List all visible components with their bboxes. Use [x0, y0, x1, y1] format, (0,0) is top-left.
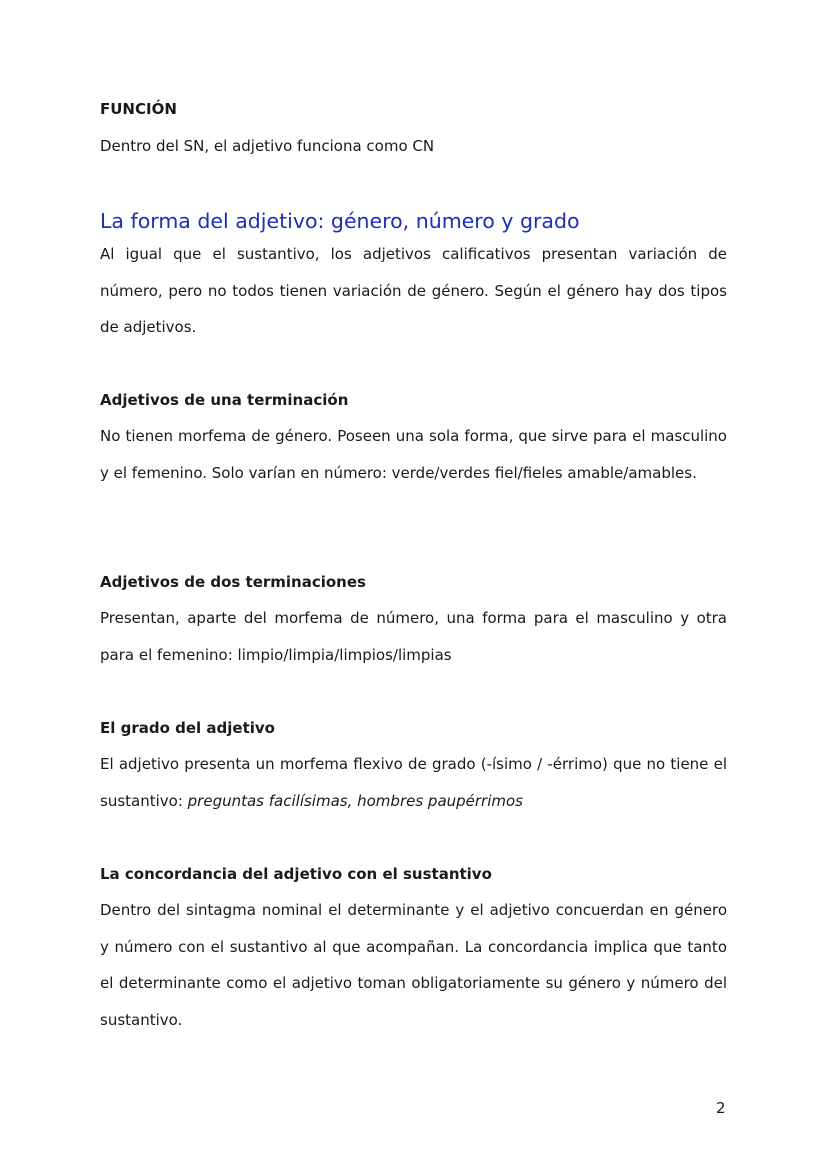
grado-text: El adjetivo presenta un morfema flexivo de grado (-ísimo / -érrimo) que no tiene el sustantivo: — [100, 755, 727, 810]
concordancia-heading: La concordancia del adjetivo con el sustantivo — [100, 865, 492, 883]
intro-paragraph: Al igual que el sustantivo, los adjetivos calificativos presentan variación de número, pero no todos tienen variación de género. Según el género hay dos tipos de adjetivos. — [100, 245, 727, 336]
funcion-heading: FUNCIÓN — [100, 100, 177, 118]
concordancia-text: Dentro del sintagma nominal el determinante y el adjetivo concuerdan en género y número con el sustantivo al que acompañan. La concordancia implica que tanto el determinante como el adjetivo toman obligatoriamente su género y número del sustantivo. — [100, 901, 727, 1029]
funcion-text: Dentro del SN, el adjetivo funciona como CN — [100, 137, 435, 155]
dos-terminaciones-text: Presentan, aparte del morfema de número, una forma para el masculino y otra para el femenino: limpio/limpia/limpios/limpias — [100, 609, 727, 664]
grado-examples: preguntas facilísimas, hombres paupérrimos — [187, 791, 523, 810]
dos-terminaciones-heading: Adjetivos de dos terminaciones — [100, 573, 366, 591]
grado-paragraph — [100, 746, 727, 819]
una-terminacion-heading: Adjetivos de una terminación — [100, 391, 349, 409]
una-terminacion-text: No tienen morfema de género. Poseen una sola forma, que sirve para el masculino y el femenino. Solo varían en número: verde/verdes fiel/fieles amable/amables. — [100, 427, 727, 482]
grado-heading: El grado del adjetivo — [100, 719, 275, 737]
section-title: La forma del adjetivo: género, número y grado — [100, 209, 580, 233]
page-number: 2 — [716, 1099, 726, 1117]
